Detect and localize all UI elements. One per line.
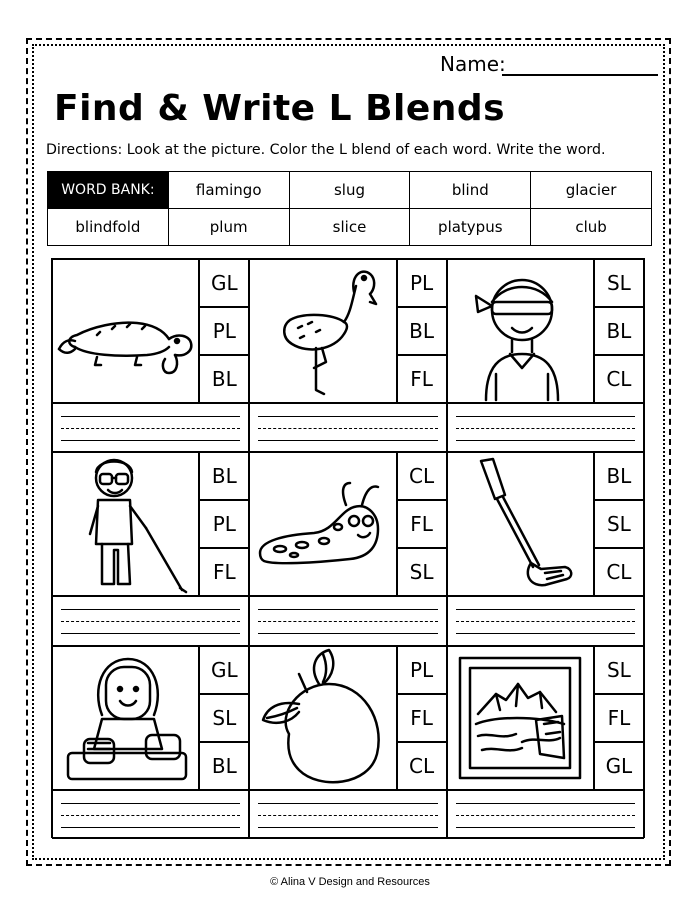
solid-guide-line: [258, 440, 437, 441]
blend-option[interactable]: BL: [199, 452, 249, 500]
solid-guide-line: [61, 440, 240, 441]
platypus-icon: [57, 277, 197, 391]
word-bank-word: slug: [289, 172, 410, 209]
word-bank-label: WORD BANK:: [48, 172, 169, 209]
blend-option[interactable]: GL: [594, 742, 644, 790]
solid-guide-line: [258, 633, 437, 634]
blend-option[interactable]: BL: [594, 452, 644, 500]
blend-option[interactable]: FL: [594, 694, 644, 742]
blend-option[interactable]: PL: [397, 259, 447, 307]
picture-box: [249, 646, 396, 790]
word-bank-word: platypus: [410, 209, 531, 246]
picture-box: [447, 452, 594, 596]
blend-option[interactable]: BL: [594, 307, 644, 355]
blend-option[interactable]: SL: [397, 548, 447, 596]
blend-option[interactable]: FL: [397, 355, 447, 403]
solid-guide-line: [456, 609, 635, 610]
solid-guide-line: [258, 827, 437, 828]
picture-box: [447, 259, 594, 403]
solid-guide-line: [456, 633, 635, 634]
blind-person-icon: [62, 450, 192, 604]
word-bank-word: blind: [410, 172, 531, 209]
name-label: Name:: [440, 52, 506, 76]
dashed-guide-line: [456, 621, 635, 622]
glacier-icon: [456, 654, 586, 788]
page-title: Find & Write L Blends: [54, 88, 506, 129]
dashed-guide-line: [258, 815, 437, 816]
word-bank-word: plum: [168, 209, 289, 246]
write-word-lines[interactable]: [447, 403, 644, 452]
dashed-guide-line: [258, 621, 437, 622]
blend-option[interactable]: GL: [199, 259, 249, 307]
solid-guide-line: [258, 609, 437, 610]
solid-guide-line: [456, 416, 635, 417]
blindfold-icon: [456, 262, 586, 406]
write-word-lines[interactable]: [249, 596, 446, 645]
blend-option[interactable]: CL: [594, 355, 644, 403]
solid-guide-line: [258, 803, 437, 804]
solid-guide-line: [61, 803, 240, 804]
blend-option[interactable]: CL: [594, 548, 644, 596]
word-bank-word: blindfold: [48, 209, 169, 246]
blend-option[interactable]: SL: [199, 694, 249, 742]
picture-box: [249, 259, 396, 403]
write-word-lines[interactable]: [447, 596, 644, 645]
dashed-guide-line: [61, 621, 240, 622]
word-bank-word: slice: [289, 209, 410, 246]
picture-box: [52, 646, 199, 790]
solid-guide-line: [61, 827, 240, 828]
blend-option[interactable]: BL: [199, 355, 249, 403]
slug-icon: [254, 475, 394, 579]
footer-copyright: © Alina V Design and Resources: [270, 876, 430, 888]
picture-box: [249, 452, 396, 596]
name-write-line[interactable]: [502, 74, 658, 76]
blend-option[interactable]: CL: [397, 742, 447, 790]
solid-guide-line: [258, 416, 437, 417]
dashed-guide-line: [456, 815, 635, 816]
blend-option[interactable]: FL: [199, 548, 249, 596]
dashed-guide-line: [61, 428, 240, 429]
blend-option[interactable]: SL: [594, 646, 644, 694]
blend-option[interactable]: BL: [199, 742, 249, 790]
word-bank-table: [47, 171, 652, 246]
blend-option[interactable]: PL: [199, 307, 249, 355]
write-word-lines[interactable]: [249, 403, 446, 452]
blend-option[interactable]: FL: [397, 500, 447, 548]
dashed-guide-line: [61, 815, 240, 816]
directions-text: Directions: Look at the picture. Color the L blend of each word. Write the word.: [46, 142, 606, 158]
word-bank-word: glacier: [531, 172, 652, 209]
blend-option[interactable]: BL: [397, 307, 447, 355]
word-bank-word: club: [531, 209, 652, 246]
exercise-grid: [51, 258, 645, 838]
solid-guide-line: [61, 633, 240, 634]
write-word-lines[interactable]: [447, 790, 644, 839]
golf-club-icon: [461, 455, 581, 599]
dashed-guide-line: [258, 428, 437, 429]
flamingo-icon: [264, 262, 384, 406]
word-bank-word: flamingo: [168, 172, 289, 209]
write-word-lines[interactable]: [52, 403, 249, 452]
solid-guide-line: [456, 440, 635, 441]
picture-box: [52, 452, 199, 596]
write-word-lines[interactable]: [52, 790, 249, 839]
solid-guide-line: [61, 609, 240, 610]
blend-option[interactable]: SL: [594, 500, 644, 548]
solid-guide-line: [456, 827, 635, 828]
plum-icon: [259, 644, 389, 798]
dashed-guide-line: [456, 428, 635, 429]
blend-option[interactable]: PL: [397, 646, 447, 694]
blend-option[interactable]: GL: [199, 646, 249, 694]
blend-option[interactable]: CL: [397, 452, 447, 500]
blend-option[interactable]: PL: [199, 500, 249, 548]
write-word-lines[interactable]: [249, 790, 446, 839]
solid-guide-line: [456, 803, 635, 804]
picture-box: [447, 646, 594, 790]
bread-slice-icon: [62, 649, 192, 793]
solid-guide-line: [61, 416, 240, 417]
blend-option[interactable]: SL: [594, 259, 644, 307]
write-word-lines[interactable]: [52, 596, 249, 645]
blend-option[interactable]: FL: [397, 694, 447, 742]
picture-box: [52, 259, 199, 403]
